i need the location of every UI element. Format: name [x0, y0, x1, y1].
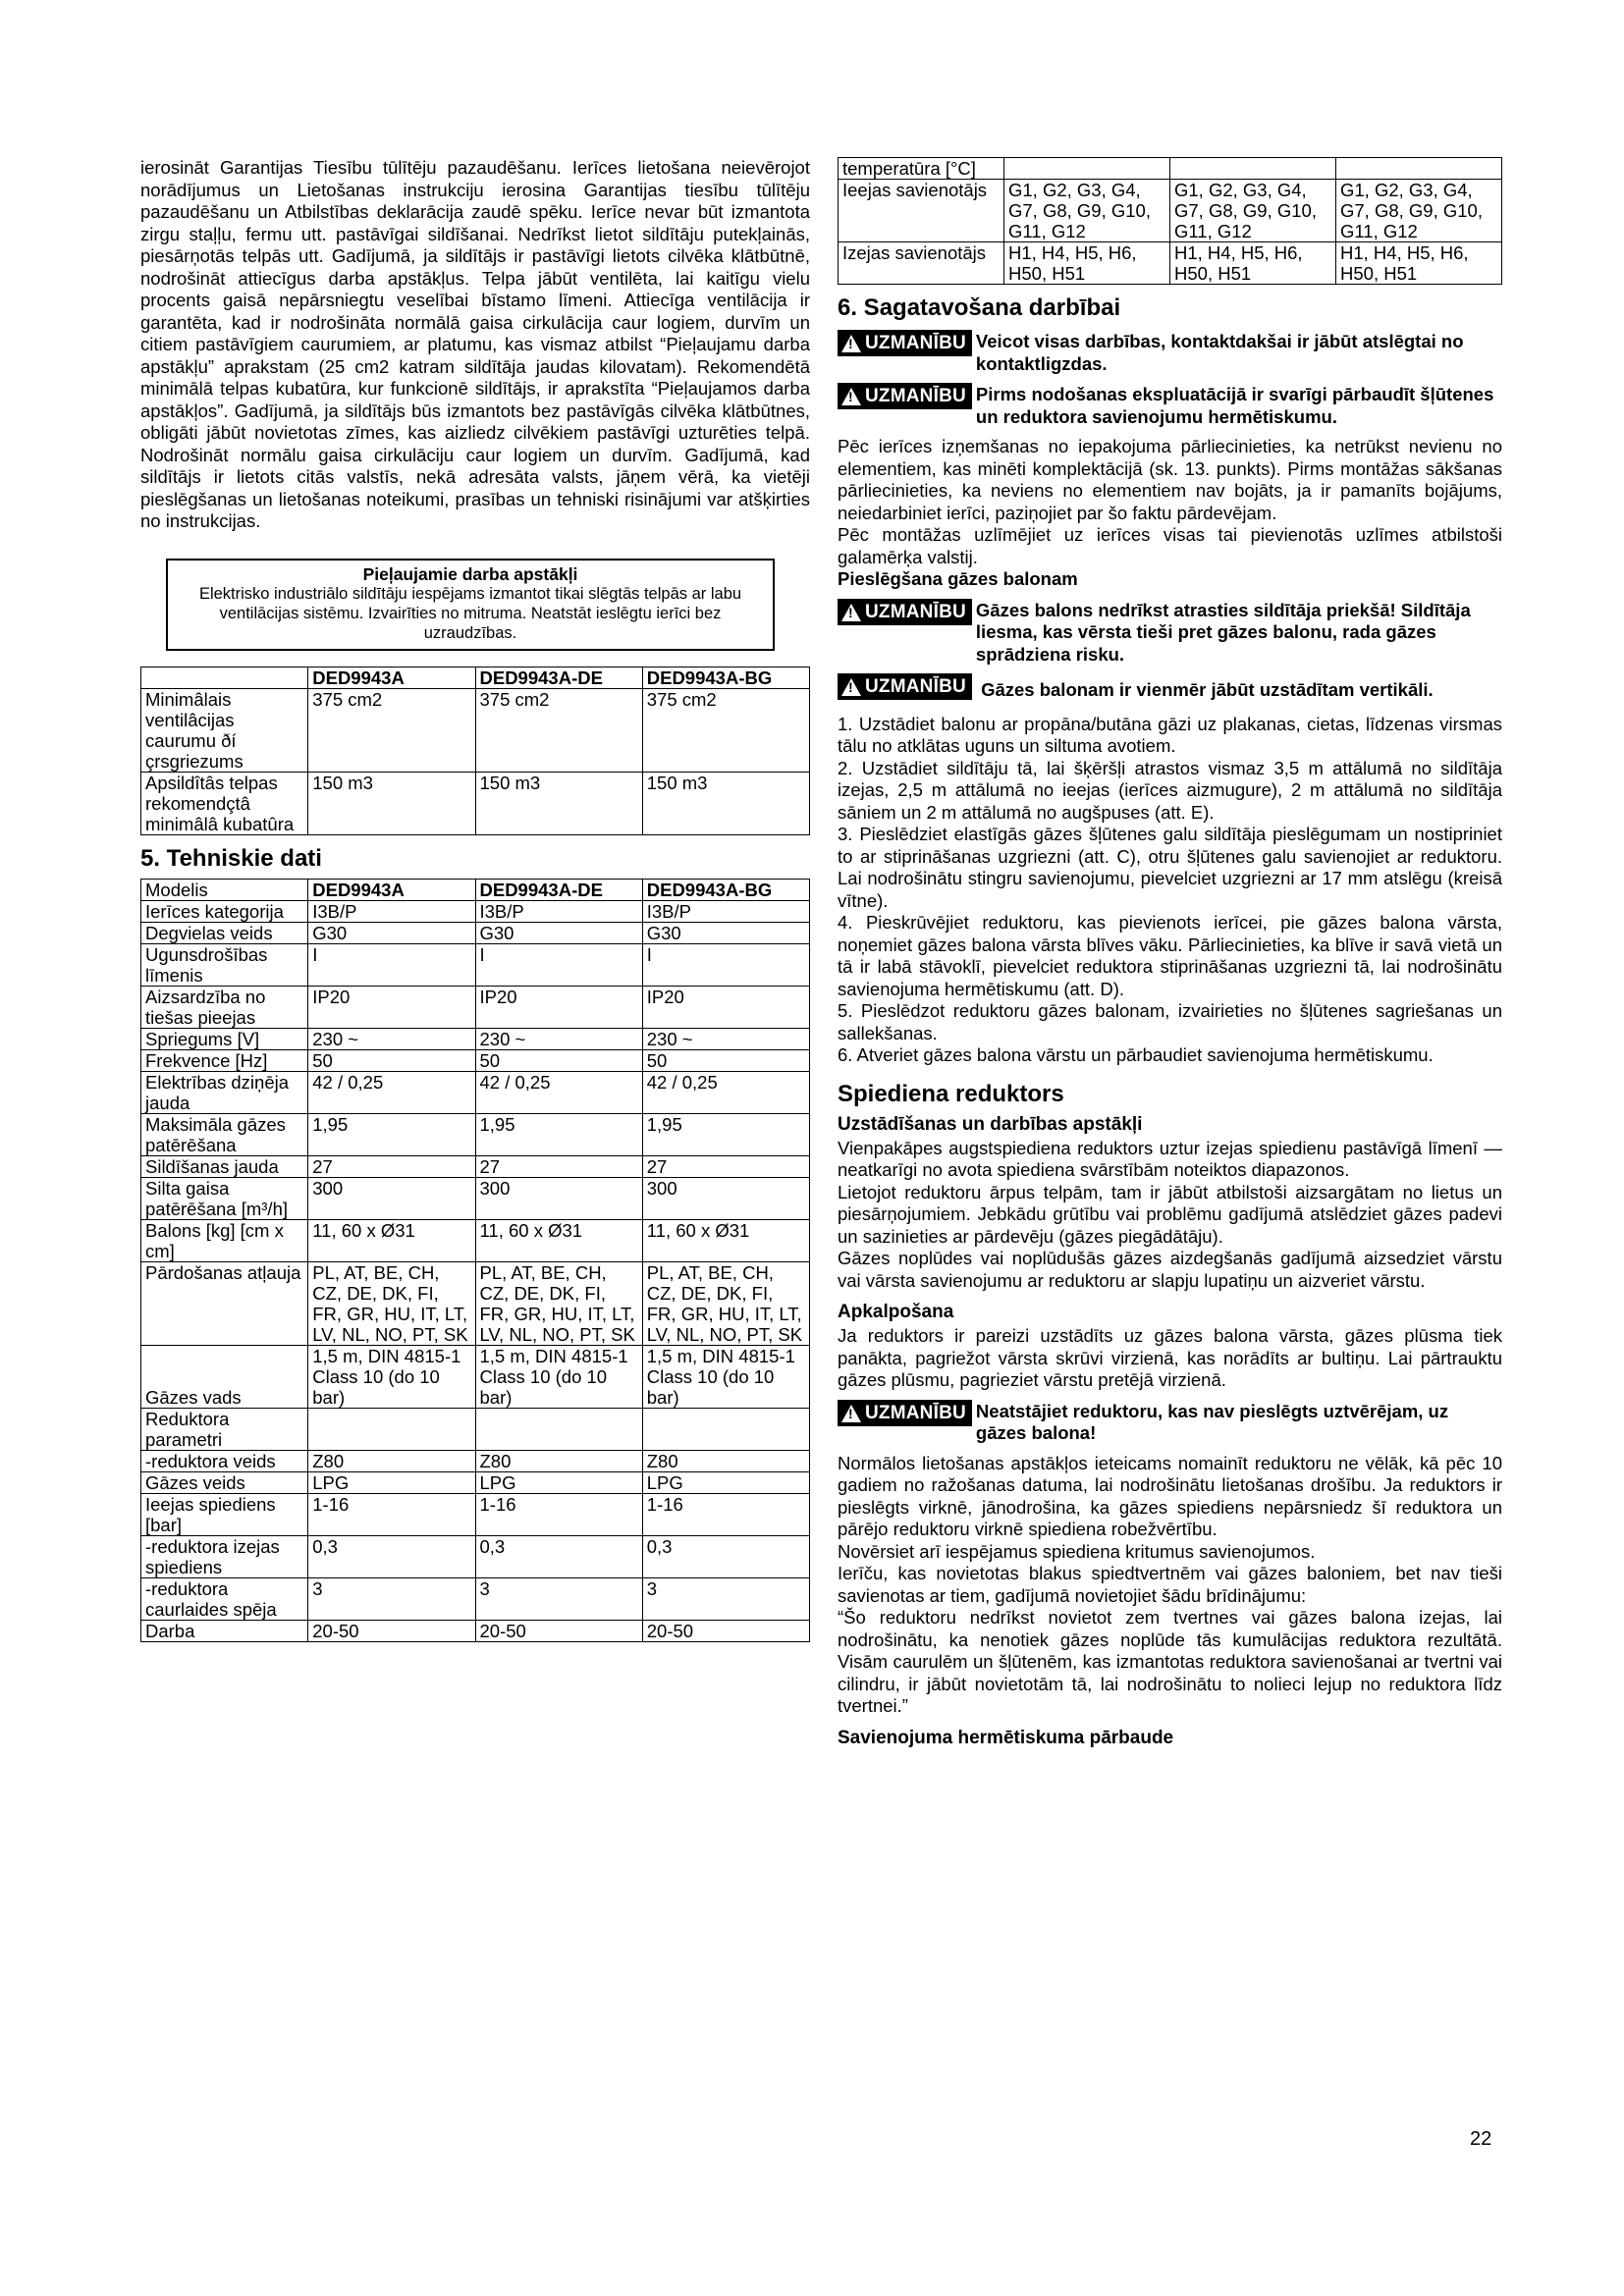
- page-number: 22: [1470, 2128, 1492, 2150]
- table-row: [141, 986, 810, 1028]
- table-cell: 42 / 0,25: [475, 1071, 642, 1113]
- warning-text: Gāzes balonam ir vienmēr jābūt uzstādītam vertikāli.: [981, 679, 1434, 700]
- table-cell: Minimâlais ventilâcijas caurumu ðí çrsgriezums: [141, 688, 308, 772]
- replacement-paragraph: Normālos lietošanas apstākļos ieteicams nomainīt reduktoru ne vēlāk, kā pēc 10 gadiem no ražošanas datuma, lai nodrošinātu lietošanas drošību. Ja reduktors ir pieslēgts virknē, jānodrošina, ka gāzes spiediens nepārsniedz šī reduktora un pārējo reduktoru virknē spiediena robežvērtību.: [838, 1452, 1502, 1539]
- table-cell: LPG: [475, 1471, 642, 1493]
- table-cell: -reduktora caurlaides spēja: [141, 1577, 308, 1620]
- table-cell: I: [308, 943, 475, 986]
- table-cell: H1, H4, H5, H6, H50, H51: [1336, 242, 1502, 285]
- warning-triangle-icon: [841, 1405, 861, 1422]
- intro-paragraph: ierosināt Garantijas Tiesību tūlītēju pazaudēšanu. Ierīces lietošana neievērojot norādījumus un Lietošanas instrukciju ierosina Garantijas tiesību tūlītēju pazaudēšanu un Atbilstības deklarācija zaudē spēku. Ierīce nevar būt izmantota zirgu staļļu, fermu utt. pastāvīgai sildīšanai. Nedrīkst lietot sildītāju putekļainās, piesārņotās telpās utt. Gadījumā, ja sildītājs ir pastāvīgi lietots cilvēka klātbūtnē, nodrošināt attiecīgus darba apstākļus. Telpa jābūt ventilēta, lai kaitīgu vielu procents gaisā nepārsniegtu veselībai bīstamo līmeni. Attiecīga ventilācija ir garantēta, kad ir nodrošināta normālā gaisa cirkulācija caur logiem, durvīm un citiem pastāvīgiem caurumiem, ar platumu, kas vismaz atbilst “Pieļaujamu darba apstākļu” aprakstam (25 cm2 katram sildītāja jaudas kilovatam). Rekomendētā minimālā telpas kubatūra, kur funkcionē sildītājs, ir aprakstīta “Pieļaujamos darba apstākļos”. Gadījumā, ja sildītājs būs izmantots bez pastāvīgās cilvēka klātbūtnes, obligāti jābūt novietotas zīmes, kas aizliedz cilvēkiem pastāvīgi uzturēties telpā. Nodrošināt normālu gaisa cirkulāciju caur logiem un durvīm. Gadījumā, kad sildītājs ir lietots citās valstīs, nekā adresāta valsts, jāņem vērā, ka vietēji pieslēgšanas un lietošanas noteikumi, prasības un tehniski risinājumi var atšķirties no instrukcijas.: [140, 157, 810, 531]
- table-cell: 50: [642, 1049, 809, 1071]
- table-cell: PL, AT, BE, CH, CZ, DE, DK, FI, FR, GR, HU, IT, LT, LV, NL, NO, PT, SK: [475, 1261, 642, 1345]
- table-cell: temperatūra [°C]: [839, 158, 1004, 180]
- table-row: [141, 1028, 810, 1049]
- pressure-drop-paragraph: Novērsiet arī iespējamus spiediena kritumus savienojumos.: [838, 1540, 1316, 1562]
- table-cell: Gāzes vads: [141, 1345, 308, 1408]
- warning-badge: [838, 1400, 972, 1426]
- table-cell: I: [642, 943, 809, 986]
- table-row: [141, 1345, 810, 1408]
- table-row: [141, 943, 810, 986]
- table-cell: Darba: [141, 1620, 308, 1641]
- unpacking-paragraph: Pēc ierīces izņemšanas no iepakojuma pārliecinieties, ka netrūkst nevienu no elementiem, kas minēti komplektācijā (sk. 13. punkts). Pirms montāžas sākšanas pārliecinieties, ka neviens no elementiem nav bojāts, ja ir pamanīts bojājums, neiedarbiniet ierīci, paziņojiet par šo faktu pārdevējam.: [838, 436, 1502, 523]
- table-cell: 1,95: [475, 1113, 642, 1155]
- table-row: [141, 1493, 810, 1535]
- table-cell: 375 cm2: [308, 688, 475, 772]
- warning-label: UZMANĪBU: [865, 676, 966, 697]
- warning-text: Veicot visas darbības, kontaktdakšai ir jābūt atslēgtai no kontaktligzdas.: [975, 331, 1464, 374]
- table-cell: 1-16: [475, 1493, 642, 1535]
- table-cell: 150 m3: [475, 772, 642, 834]
- table-row: [141, 1219, 810, 1261]
- table-cell: 300: [475, 1177, 642, 1219]
- table-cell: Gāzes veids: [141, 1471, 308, 1493]
- warning-badge: [838, 599, 972, 625]
- permitted-conditions-box: [166, 559, 775, 651]
- table-cell: Aizsardzība no tiešas pieejas: [141, 986, 308, 1028]
- table-row: [141, 1535, 810, 1577]
- table-cell: 42 / 0,25: [642, 1071, 809, 1113]
- table-cell: -reduktora veids: [141, 1450, 308, 1471]
- warning-text: Pirms nodošanas ekspluatācijā ir svarīgi pārbaudīt šļūtenes un reduktora savienojumu hermētiskumu.: [975, 384, 1494, 427]
- table-header-cell: DED9943A: [308, 667, 475, 688]
- warning-reducer: [838, 1400, 1502, 1445]
- connector-table: [838, 157, 1502, 285]
- installation-step: 1. Uzstādiet balonu ar propāna/butāna gāzi uz plakanas, cietas, līdzenas virsmas tālu no atklātas uguns un siltuma avotiem.: [838, 713, 1502, 756]
- table-cell: Z80: [308, 1450, 475, 1471]
- table-header-cell: Modelis: [141, 879, 308, 900]
- table-cell: 11, 60 x Ø31: [642, 1219, 809, 1261]
- warning-badge: [838, 673, 972, 700]
- connector-table-body: [839, 158, 1502, 285]
- table-cell: [308, 1408, 475, 1450]
- table-cell: 50: [308, 1049, 475, 1071]
- table-cell: 50: [475, 1049, 642, 1071]
- reducer-paragraph-3: Gāzes noplūdes vai noplūdušās gāzes aizdegšanās gadījumā aizsedziet vārstu vai vārsta savienojumu ar reduktoru ar slapju lupatiņu un aizveriet vārstu.: [838, 1248, 1502, 1291]
- table-cell: 150 m3: [308, 772, 475, 834]
- table-header-cell: DED9943A-BG: [642, 879, 809, 900]
- notice-text: Elektrisko industriālo sildītāju iespējams izmantot tikai slēgtās telpās ar labu ventilācijas sistēmu. Izvairīties no mitruma. Neatstāt ieslēgtu ierīci bez uzraudzības.: [198, 584, 742, 642]
- ventilation-table: [140, 667, 810, 835]
- warning-triangle-icon: [841, 335, 861, 352]
- table-header-row: [141, 879, 810, 900]
- table-cell: I: [475, 943, 642, 986]
- warning-quote-paragraph: “Šo reduktoru nedrīkst novietot zem tvertnes vai gāzes balona izejas, lai nodrošinātu, ka nenotiek gāzes noplūde tās kumulācijas reduktora rezultātā. Visām caurulēm un šļūtenēm, kas izmantotas reduktora savienošanai ar tvertni vai cilindru, ir jābūt novietotām tā, lai nodrošinātu to nolieci lejup no reduktora līdz tvertnei.”: [838, 1607, 1502, 1716]
- table-header-cell: DED9943A-BG: [642, 667, 809, 688]
- technical-data-table: [140, 879, 810, 1642]
- table-cell: 1-16: [308, 1493, 475, 1535]
- table-cell: [1336, 158, 1502, 180]
- maintenance-paragraph: Ja reduktors ir pareizi uzstādīts uz gāzes balona vārsta, gāzes plūsma tiek panākta, pagriežot vārsta skrūvi virzienā, kas norādīts ar bultiņu. Lai pārtrauktu gāzes plūsmu, pagrieziet vārstu pretējā virzienā.: [838, 1325, 1502, 1390]
- table-row: [141, 1450, 810, 1471]
- table-cell: 20-50: [475, 1620, 642, 1641]
- table-header-cell: DED9943A: [308, 879, 475, 900]
- table-cell: 1,95: [308, 1113, 475, 1155]
- table-cell: 1,5 m, DIN 4815-1 Class 10 (do 10 bar): [642, 1345, 809, 1408]
- table-cell: 20-50: [308, 1620, 475, 1641]
- warning-triangle-icon: [841, 604, 861, 621]
- table-row: [141, 1071, 810, 1113]
- table-cell: 42 / 0,25: [308, 1071, 475, 1113]
- table-cell: G1, G2, G3, G4, G7, G8, G9, G10, G11, G12: [1170, 180, 1336, 242]
- table-cell: Balons [kg] [cm x cm]: [141, 1219, 308, 1261]
- table-cell: 27: [475, 1155, 642, 1177]
- table-cell: Izejas savienotājs: [839, 242, 1004, 285]
- table-cell: G1, G2, G3, G4, G7, G8, G9, G10, G11, G12: [1004, 180, 1170, 242]
- table-cell: LPG: [308, 1471, 475, 1493]
- table-row: [141, 1261, 810, 1345]
- section-6-title: 6. Sagatavošana darbībai: [838, 294, 1121, 321]
- table-header-cell: [141, 667, 308, 688]
- installation-steps: [838, 714, 1502, 1067]
- warning-badge: [838, 383, 972, 409]
- table-row: [141, 922, 810, 943]
- warning-hermeticity: [838, 383, 1502, 428]
- warning-label: UZMANĪBU: [865, 386, 966, 406]
- table-cell: Ierīces kategorija: [141, 900, 308, 922]
- table-cell: 3: [642, 1577, 809, 1620]
- table-cell: [1170, 158, 1336, 180]
- warning-unplug: [838, 330, 1502, 375]
- table-cell: 300: [642, 1177, 809, 1219]
- warning-triangle-icon: [841, 678, 861, 696]
- table-row: [839, 180, 1502, 242]
- table-cell: 230 ~: [308, 1028, 475, 1049]
- labels-paragraph: Pēc montāžas uzlīmējiet uz ierīces visas tai pievienotās uzlīmes atbilstoši galamērķa valstij.: [838, 524, 1502, 567]
- reducer-paragraph-1: Vienpakāpes augstspiediena reduktors uztur izejas spiedienu pastāvīgā līmenī — neatkarīgi no avota spiediena svārstībām noteiktos diapazonos.: [838, 1137, 1502, 1180]
- table-cell: 1-16: [642, 1493, 809, 1535]
- table-cell: 230 ~: [642, 1028, 809, 1049]
- table-cell: Silta gaisa patērēšana [m³/h]: [141, 1177, 308, 1219]
- table-cell: LPG: [642, 1471, 809, 1493]
- table-cell: 375 cm2: [475, 688, 642, 772]
- warning-text: Neatstājiet reduktoru, kas nav pieslēgts uztvērējam, uz gāzes balona!: [975, 1400, 1449, 1443]
- table-cell: 300: [308, 1177, 475, 1219]
- table-cell: I3B/P: [642, 900, 809, 922]
- table-row: [141, 900, 810, 922]
- table-row: [141, 1620, 810, 1641]
- maintenance-subheading: Apkalpošana: [838, 1302, 954, 1322]
- table-row: [141, 1577, 810, 1620]
- right-column: [838, 157, 1502, 1751]
- installation-step: 6. Atveriet gāzes balona vārstu un pārbaudiet savienojuma hermētiskumu.: [838, 1044, 1434, 1065]
- warning-text: Gāzes balons nedrīkst atrasties sildītāja priekšā! Sildītāja liesma, kas vērsta tieši pret gāzes balonu, rada gāzes sprādziena risku.: [975, 599, 1471, 665]
- table-row: [141, 1177, 810, 1219]
- warning-label: UZMANĪBU: [865, 1402, 966, 1423]
- table-cell: 1,5 m, DIN 4815-1 Class 10 (do 10 bar): [475, 1345, 642, 1408]
- table-cell: Ieejas savienotājs: [839, 180, 1004, 242]
- table-row: [141, 1049, 810, 1071]
- table-cell: 27: [308, 1155, 475, 1177]
- placement-paragraph: Ierīču, kas novietotas blakus spiedtvertnēm vai gāzes baloniem, bet nav tieši savienotas ar tiem, gadījumā novietojiet šādu brīdinājumu:: [838, 1563, 1502, 1606]
- tightness-check-subheading: Savienojuma hermētiskuma pārbaude: [838, 1727, 1174, 1748]
- table-cell: Apsildîtâs telpas rekomendçtâ minimâlâ kubatûra: [141, 772, 308, 834]
- table-cell: Z80: [475, 1450, 642, 1471]
- table-row: [141, 1155, 810, 1177]
- table-cell: PL, AT, BE, CH, CZ, DE, DK, FI, FR, GR, HU, IT, LT, LV, NL, NO, PT, SK: [308, 1261, 475, 1345]
- installation-step: 4. Pieskrūvējiet reduktoru, kas pievienots ierīcei, pie gāzes balona vārsta, noņemiet gāzes balona vārsta blīves vāku. Pārliecinieties, ka blīve ir savā vietā un tā ir labā stāvoklī, pievelciet reduktora stiprināšanas uzgriezni tā, lai nodrošinātu savienojuma hermētiskumu (att. D).: [838, 912, 1502, 999]
- pressure-reducer-title: Spiediena reduktors: [838, 1080, 1064, 1107]
- table-cell: G30: [475, 922, 642, 943]
- table-cell: I3B/P: [475, 900, 642, 922]
- installation-step: 5. Pieslēdzot reduktoru gāzes balonam, izvairieties no šļūtenes sagriešanas un sallekšanas.: [838, 1000, 1502, 1043]
- table-cell: 0,3: [475, 1535, 642, 1577]
- table-row: [141, 1471, 810, 1493]
- table-cell: -reduktora izejas spiediens: [141, 1535, 308, 1577]
- table-cell: 3: [308, 1577, 475, 1620]
- reducer-paragraph-2: Lietojot reduktoru ārpus telpām, tam ir jābūt atbilstoši aizsargātam no lietus un piesārņojumiem. Jebkādu grūtību vai problēmu gadījumā atslēdziet gāzes padevi un sazinieties ar pārdevēju (gāzes piegādātāju).: [838, 1181, 1502, 1247]
- warning-triangle-icon: [841, 388, 861, 405]
- warning-label: UZMANĪBU: [865, 333, 966, 353]
- table-cell: IP20: [642, 986, 809, 1028]
- warning-cylinder-position: [838, 599, 1502, 667]
- warning-badge: [838, 330, 972, 356]
- section-5-title: 5. Tehniskie dati: [140, 844, 322, 872]
- table-cell: 20-50: [642, 1620, 809, 1641]
- table-cell: Z80: [642, 1450, 809, 1471]
- table-cell: H1, H4, H5, H6, H50, H51: [1170, 242, 1336, 285]
- warning-label: UZMANĪBU: [865, 601, 966, 622]
- table-cell: Ieejas spiediens [bar]: [141, 1493, 308, 1535]
- table-cell: 230 ~: [475, 1028, 642, 1049]
- table-cell: G30: [308, 922, 475, 943]
- operating-conditions-subheading: Uzstādīšanas un darbības apstākļi: [838, 1113, 1143, 1135]
- table-cell: [642, 1408, 809, 1450]
- table-cell: H1, H4, H5, H6, H50, H51: [1004, 242, 1170, 285]
- table-cell: IP20: [308, 986, 475, 1028]
- table-cell: 375 cm2: [642, 688, 809, 772]
- table-cell: Elektrības dziņēja jauda: [141, 1071, 308, 1113]
- technical-data-body: [141, 900, 810, 1641]
- table-cell: Degvielas veids: [141, 922, 308, 943]
- table-cell: I3B/P: [308, 900, 475, 922]
- table-cell: 27: [642, 1155, 809, 1177]
- table-row: [141, 1408, 810, 1450]
- table-cell: [475, 1408, 642, 1450]
- table-row: [141, 1113, 810, 1155]
- table-cell: G30: [642, 922, 809, 943]
- table-cell: Spriegums [V]: [141, 1028, 308, 1049]
- gas-cylinder-subheading: Pieslēgšana gāzes balonam: [838, 568, 1078, 589]
- table-cell: 11, 60 x Ø31: [475, 1219, 642, 1261]
- table-row: [141, 772, 810, 834]
- warning-vertical: [838, 673, 1502, 702]
- table-cell: Reduktora parametri: [141, 1408, 308, 1450]
- table-header-cell: DED9943A-DE: [475, 879, 642, 900]
- table-cell: 0,3: [308, 1535, 475, 1577]
- table-row: [839, 242, 1502, 285]
- table-cell: Sildīšanas jauda: [141, 1155, 308, 1177]
- table-cell: [1004, 158, 1170, 180]
- installation-step: 2. Uzstādiet sildītāju tā, lai šķēršļi atrastos vismaz 3,5 m attālumā no sildītāja izejas, 2,5 m attālumā no ieejas (ierīces aizmugure), 2 m attālumā no sildītāja sāniem un 2 m attālumā no augšpuses (att. E).: [838, 757, 1502, 823]
- table-cell: 0,3: [642, 1535, 809, 1577]
- installation-step: 3. Pieslēdziet elastīgās gāzes šļūtenes galu sildītāja pieslēgumam un nostipriniet to ar stiprināšanas uzgriezni (att. C), otru šļūtenes galu savienojiet ar reduktoru. Lai nodrošinātu stingru savienojumu, pievelciet uzgriezni ar 17 mm atslēgu (kreisā vītne).: [838, 824, 1502, 911]
- table-cell: 1,95: [642, 1113, 809, 1155]
- table-cell: 3: [475, 1577, 642, 1620]
- table-cell: Frekvence [Hz]: [141, 1049, 308, 1071]
- table-header-cell: DED9943A-DE: [475, 667, 642, 688]
- table-cell: Maksimāla gāzes patērēšana: [141, 1113, 308, 1155]
- table-cell: IP20: [475, 986, 642, 1028]
- table-cell: PL, AT, BE, CH, CZ, DE, DK, FI, FR, GR, HU, IT, LT, LV, NL, NO, PT, SK: [642, 1261, 809, 1345]
- table-cell: 11, 60 x Ø31: [308, 1219, 475, 1261]
- table-cell: 150 m3: [642, 772, 809, 834]
- table-row: [839, 158, 1502, 180]
- table-row: [141, 688, 810, 772]
- table-cell: Pārdošanas atļauja: [141, 1261, 308, 1345]
- table-cell: G1, G2, G3, G4, G7, G8, G9, G10, G11, G12: [1336, 180, 1502, 242]
- table-cell: 1,5 m, DIN 4815-1 Class 10 (do 10 bar): [308, 1345, 475, 1408]
- table-header-row: [141, 667, 810, 688]
- notice-title: Pieļaujamie darba apstākļi: [362, 563, 578, 584]
- table-cell: Ugunsdrošības līmenis: [141, 943, 308, 986]
- left-column: [140, 157, 810, 1642]
